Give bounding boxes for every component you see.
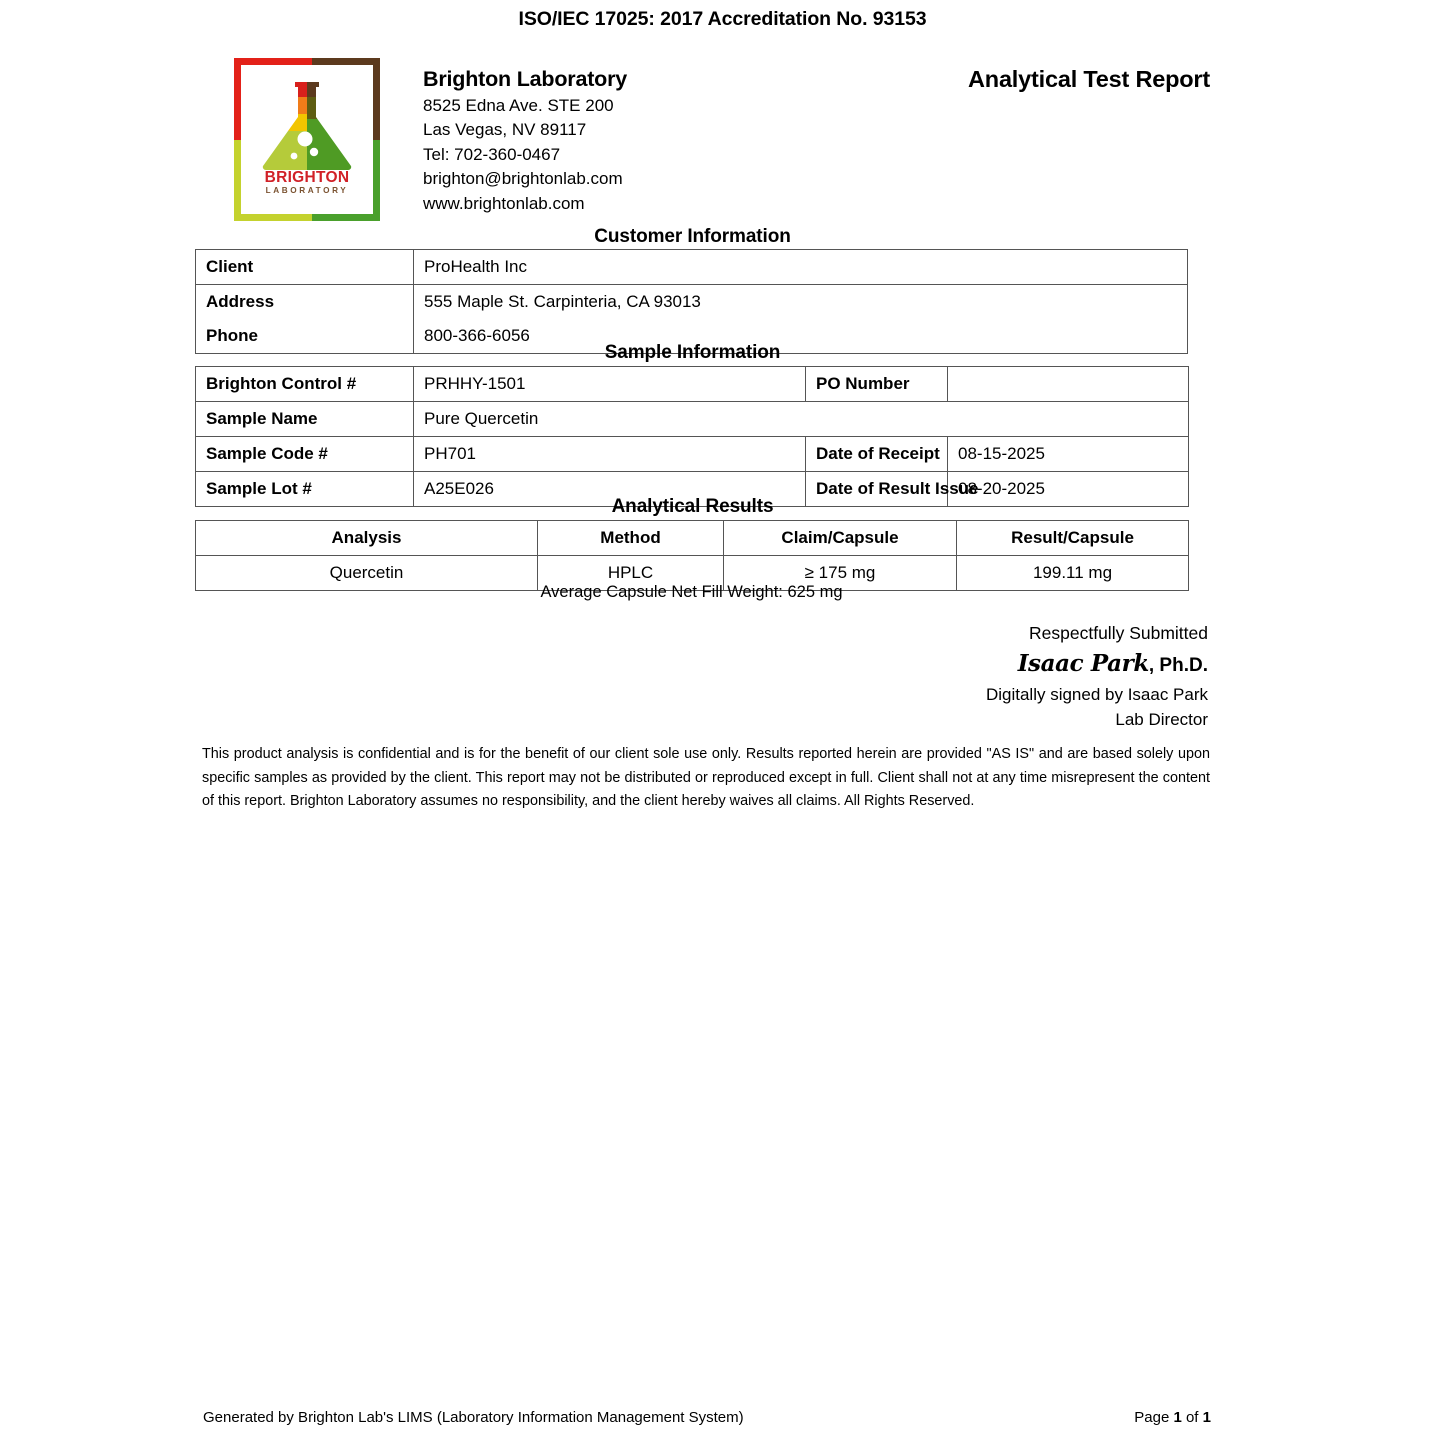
- footer-page-number: [1134, 1409, 1211, 1426]
- digitally-signed-text: Digitally signed by Isaac Park: [985, 685, 1208, 705]
- brighton-control-value: PRHHY-1501: [414, 367, 806, 402]
- customer-information-table: [195, 249, 1188, 354]
- column-header-method: Method: [538, 521, 724, 556]
- signature-credential: , Ph.D.: [1148, 655, 1208, 677]
- date-of-receipt-label: Date of Receipt: [806, 437, 948, 472]
- page-footer: [203, 1409, 1211, 1426]
- flask-icon: [260, 80, 354, 172]
- sample-information-table: [195, 366, 1189, 507]
- result-analysis: Quercetin: [196, 556, 538, 591]
- signature-block: [748, 620, 1208, 732]
- column-header-result: Result/Capsule: [957, 521, 1189, 556]
- logo-wordmark: [234, 170, 380, 197]
- sample-name-value: Pure Quercetin: [414, 402, 1189, 437]
- lab-name: Brighton Laboratory: [423, 67, 628, 91]
- date-of-result-issue-label: Date of Result Issue: [806, 472, 948, 507]
- page-prefix: Page: [1134, 1409, 1174, 1426]
- sample-lot-label: Sample Lot #: [196, 472, 414, 507]
- phone-label: Phone: [196, 319, 414, 354]
- logo-brand-subtitle: LABORATORY: [265, 186, 349, 196]
- average-fill-weight: Average Capsule Net Fill Weight: 625 mg: [540, 583, 843, 601]
- signature-name-row: [748, 646, 1208, 683]
- analytical-results-table: [195, 520, 1189, 591]
- signer-title: Lab Director: [1115, 709, 1208, 729]
- lab-address-line-1: 8525 Edna Ave. STE 200: [423, 95, 614, 115]
- brighton-logo: [234, 58, 380, 221]
- signature-script: Isaac Park: [1017, 650, 1149, 678]
- letterhead: [195, 58, 1210, 228]
- column-header-analysis: Analysis: [196, 521, 538, 556]
- page-total: 1: [1202, 1409, 1211, 1426]
- table-row: [196, 367, 1189, 402]
- lab-telephone: Tel: 702-360-0467: [423, 144, 561, 164]
- lab-website: www.brightonlab.com: [423, 194, 585, 214]
- po-number-label: PO Number: [806, 367, 948, 402]
- date-of-receipt-value: 08-15-2025: [948, 437, 1189, 472]
- result-method: HPLC: [538, 556, 724, 591]
- table-row: [196, 402, 1189, 437]
- logo-brand-name: BRIGHTON: [264, 169, 350, 186]
- respectfully-submitted-text: Respectfully Submitted: [1029, 623, 1208, 643]
- table-header-row: [196, 521, 1189, 556]
- phone-value: 800-366-6056: [414, 319, 1188, 354]
- address-value: 555 Maple St. Carpinteria, CA 93013: [414, 285, 1188, 320]
- client-value: ProHealth Inc: [414, 250, 1188, 285]
- sample-code-label: Sample Code #: [196, 437, 414, 472]
- sample-code-value: PH701: [414, 437, 806, 472]
- result-claim: ≥ 175 mg: [724, 556, 957, 591]
- page-current: 1: [1173, 1409, 1182, 1426]
- lab-email: brighton@brightonlab.com: [423, 169, 623, 189]
- table-row: [196, 437, 1189, 472]
- footer-generated-by: Generated by Brighton Lab's LIMS (Laboratory Information Management System): [203, 1409, 744, 1426]
- brighton-control-label: Brighton Control #: [196, 367, 414, 402]
- lab-address-line-2: Las Vegas, NV 89117: [423, 120, 587, 140]
- po-number-value: [948, 367, 1189, 402]
- address-label: Address: [196, 285, 414, 320]
- sample-information-heading: Sample Information: [604, 342, 781, 363]
- sample-name-label: Sample Name: [196, 402, 414, 437]
- disclaimer-text: This product analysis is confidential and is for the benefit of our client sole use only. Results reported herein are provided "AS IS" and are based solely upon specific samples as provided by the client. This report may not be distributed or reproduced except in full. Client shall not at any time misrepresent the content of this report. Brighton Laboratory assumes no responsibility, and the client hereby waives all claims. All Rights Reserved.: [202, 746, 1210, 810]
- table-row: [196, 250, 1188, 285]
- accreditation-header: ISO/IEC 17025: 2017 Accreditation No. 93153: [518, 8, 927, 30]
- column-header-claim: Claim/Capsule: [724, 521, 957, 556]
- page-title: Analytical Test Report: [968, 66, 1210, 92]
- client-label: Client: [196, 250, 414, 285]
- page-middle: of: [1181, 1409, 1203, 1426]
- analytical-results-heading: Analytical Results: [611, 496, 774, 517]
- result-value: 199.11 mg: [957, 556, 1189, 591]
- date-of-result-issue-value: 08-20-2025: [948, 472, 1189, 507]
- table-row: [196, 285, 1188, 320]
- lab-contact-info: [423, 66, 843, 217]
- customer-information-heading: Customer Information: [594, 226, 791, 247]
- sample-lot-value: A25E026: [414, 472, 806, 507]
